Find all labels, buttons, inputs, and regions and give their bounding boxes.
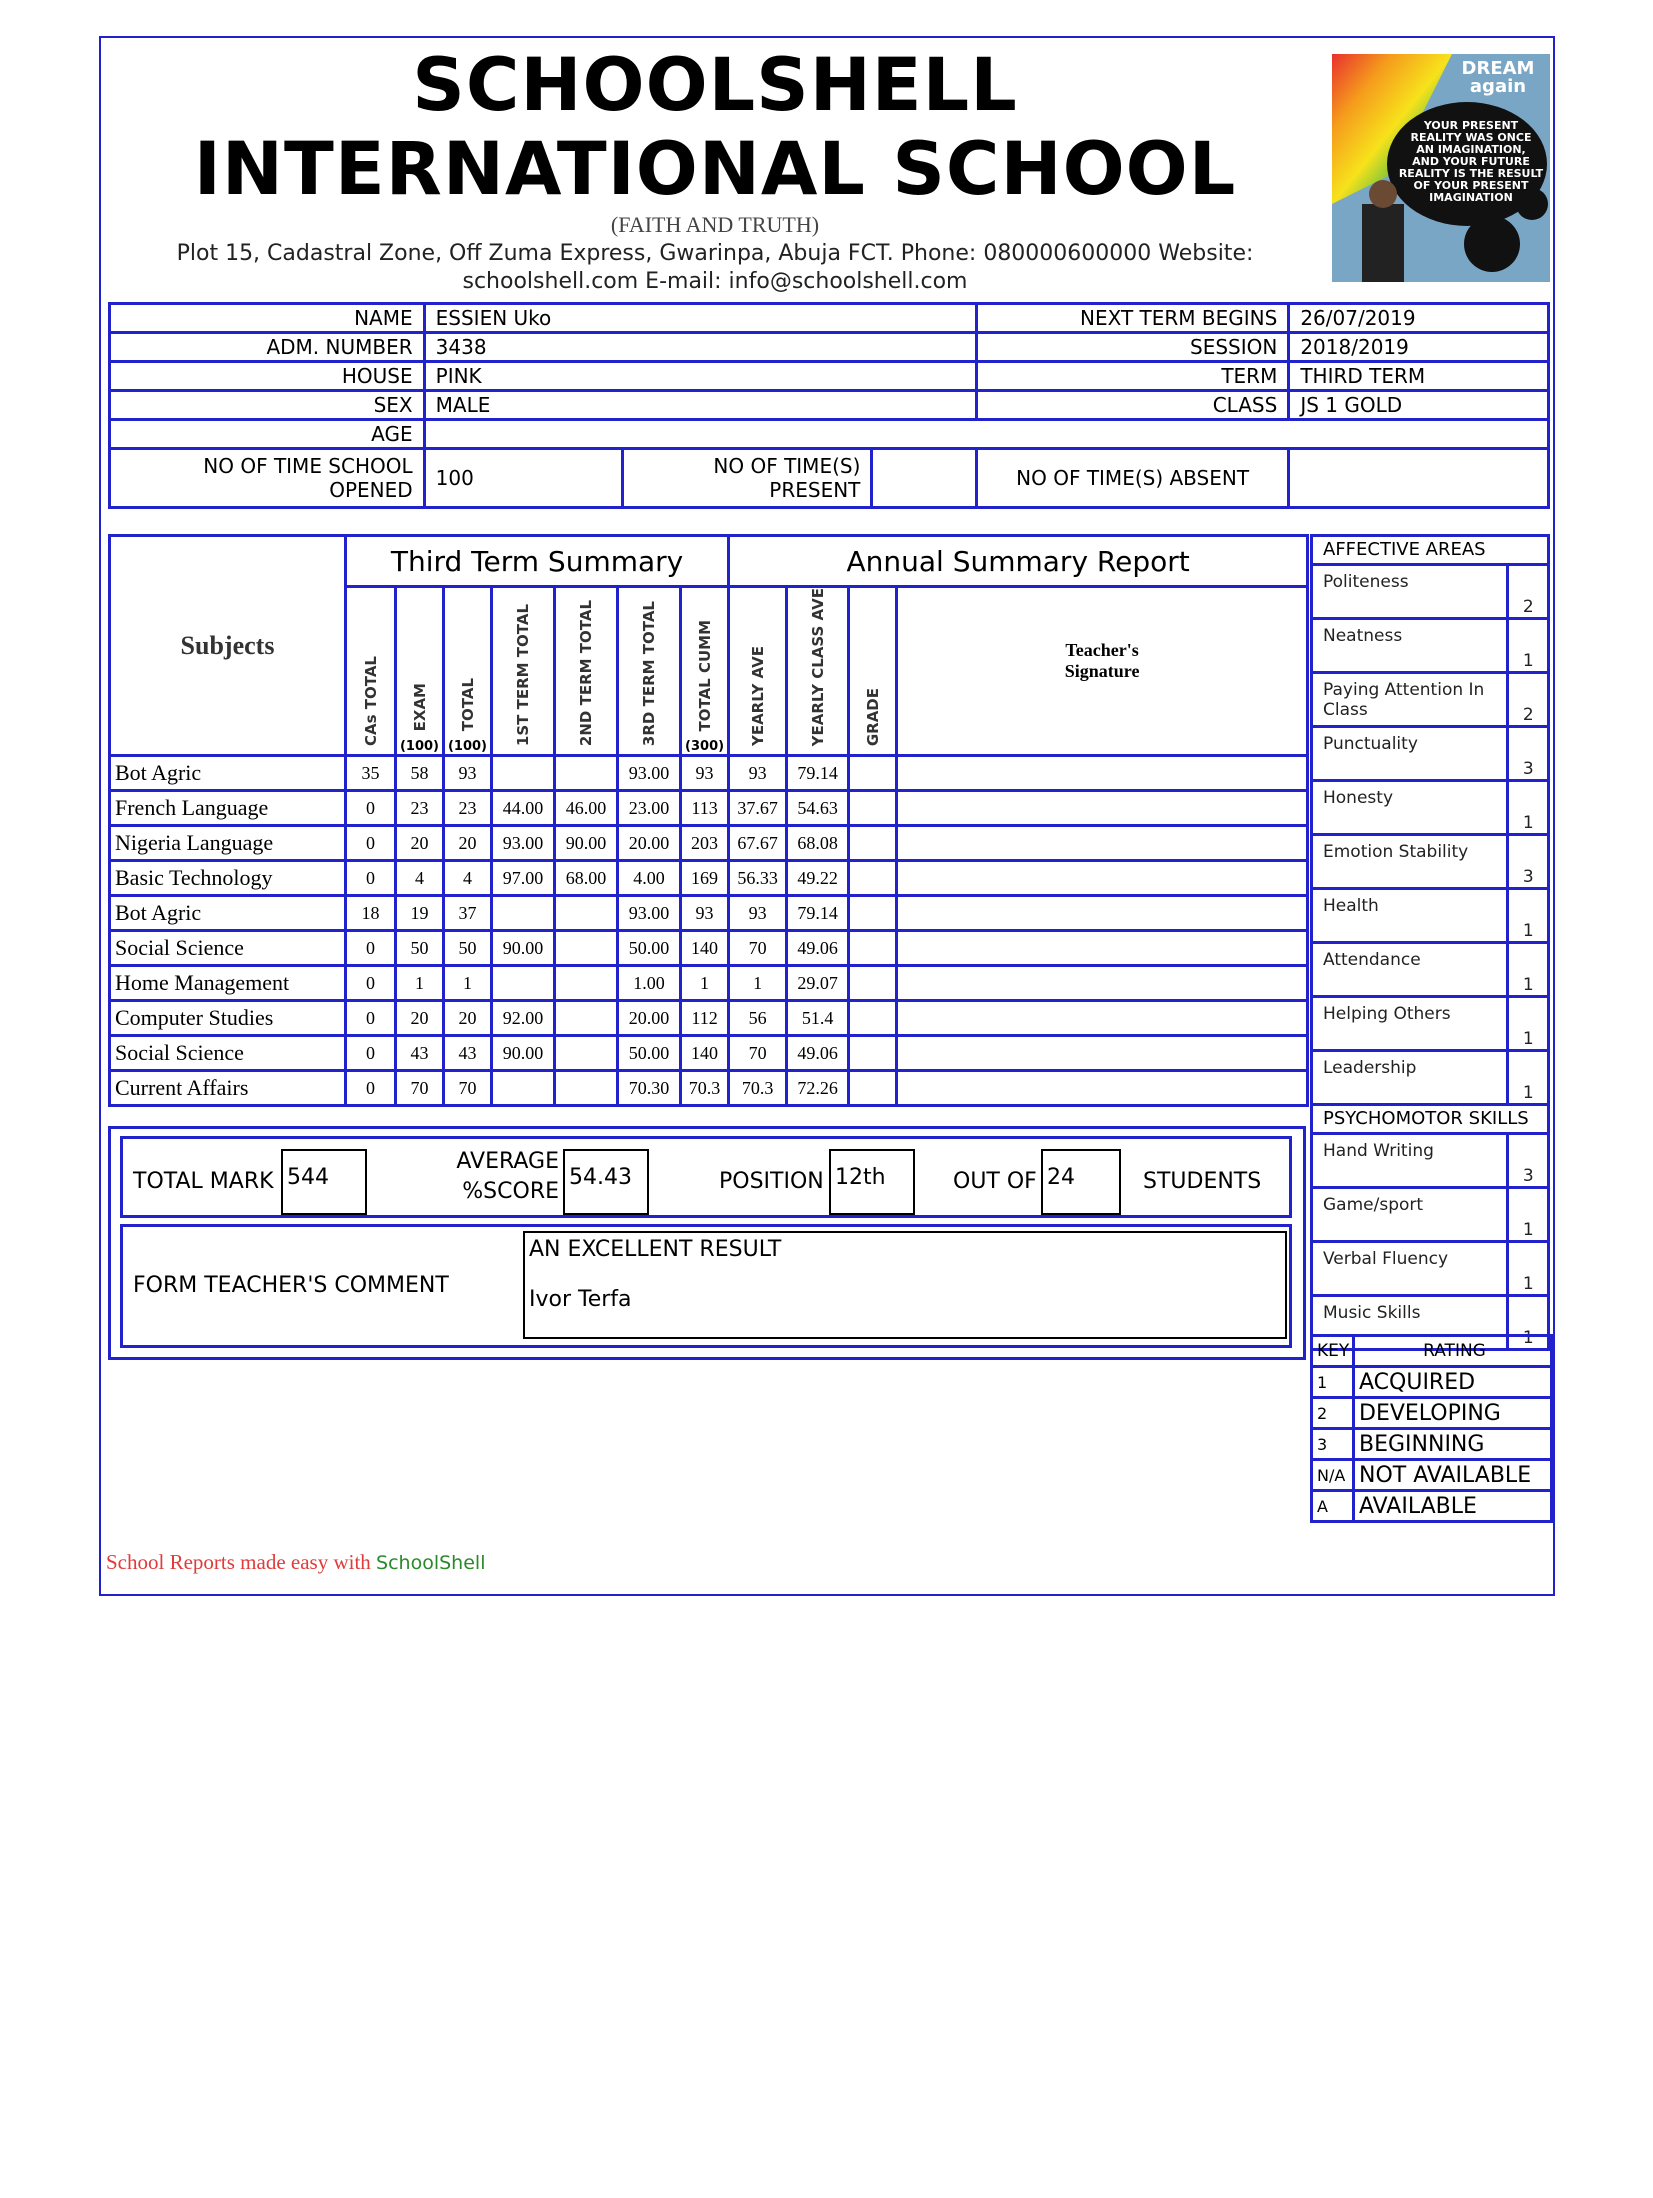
key-row — [1312, 1460, 1552, 1491]
rating-score: 1 — [1508, 997, 1549, 1051]
score-cell-t3: 20.00 — [618, 826, 681, 861]
score-cell-yave: 67.67 — [729, 826, 787, 861]
score-cell-t1 — [492, 896, 555, 931]
score-cell-grade — [849, 1071, 897, 1106]
rating-score: 1 — [1508, 1188, 1549, 1242]
logo-line: AND YOUR FUTURE — [1412, 155, 1530, 168]
col-label: TOTAL CUMM — [695, 619, 714, 732]
rating-label: Emotion Stability — [1312, 835, 1508, 889]
rating-label: Game/sport — [1312, 1188, 1508, 1242]
col-label: EXAM — [410, 683, 429, 732]
score-cell-ca: 0 — [346, 1071, 396, 1106]
key-header-row — [1312, 1336, 1552, 1367]
score-cell-ca: 0 — [346, 1001, 396, 1036]
score-cell-grade — [849, 1036, 897, 1071]
score-cell-ca: 0 — [346, 826, 396, 861]
score-cell-t3: 50.00 — [618, 1036, 681, 1071]
score-cell-yave: 56 — [729, 1001, 787, 1036]
adm-label: ADM. NUMBER — [110, 333, 425, 362]
opened-label: NO OF TIME SCHOOL OPENED — [110, 449, 425, 508]
score-cell-total: 23 — [444, 791, 492, 826]
logo-line: REALITY IS THE RESULT — [1398, 167, 1544, 180]
score-cell-t1 — [492, 756, 555, 791]
logo-line: OF YOUR PRESENT — [1413, 179, 1529, 192]
rating-score: 2 — [1508, 673, 1549, 727]
logo-line: IMAGINATION — [1429, 191, 1513, 204]
key-table — [1310, 1334, 1553, 1523]
rating-score: 1 — [1508, 889, 1549, 943]
rating-label: Politeness — [1312, 565, 1508, 619]
class-value: JS 1 GOLD — [1289, 391, 1549, 420]
score-cell-total: 1 — [444, 966, 492, 1001]
rating-score: 1 — [1508, 1296, 1549, 1350]
rating-label: Hand Writing — [1312, 1134, 1508, 1188]
subjects-header: Subjects — [110, 536, 346, 756]
score-cell-t2 — [555, 966, 618, 1001]
average-label-line: %SCORE — [462, 1179, 559, 1204]
table-row — [110, 756, 1308, 791]
score-cell-total: 4 — [444, 861, 492, 896]
score-cell-yave: 37.67 — [729, 791, 787, 826]
grades-header-row — [110, 536, 1308, 587]
comment-text: AN EXCELLENT RESULT — [529, 1237, 782, 1262]
rating-row — [1312, 1134, 1549, 1188]
col-exam — [396, 587, 444, 756]
footer-brand[interactable]: SchoolShell — [376, 1552, 486, 1574]
signature-cell — [897, 1071, 1308, 1106]
age-label: AGE — [110, 420, 425, 449]
class-label: CLASS — [976, 391, 1288, 420]
students-label: STUDENTS — [1143, 1169, 1262, 1194]
score-cell-cave: 72.26 — [787, 1071, 849, 1106]
subject-name: Nigeria Language — [110, 826, 346, 861]
score-cell-t2 — [555, 931, 618, 966]
sex-value: MALE — [424, 391, 976, 420]
col-3rd-term — [618, 587, 681, 756]
score-cell-cumm: 203 — [681, 826, 729, 861]
score-cell-t2: 90.00 — [555, 826, 618, 861]
score-cell-cumm: 113 — [681, 791, 729, 826]
info-row — [110, 449, 1549, 508]
position-label: POSITION — [719, 1169, 824, 1194]
table-row — [110, 896, 1308, 931]
absent-label: NO OF TIME(S) ABSENT — [976, 449, 1288, 508]
score-cell-yave: 70 — [729, 931, 787, 966]
subject-name: Social Science — [110, 931, 346, 966]
subject-name: French Language — [110, 791, 346, 826]
col-label: YEARLY AVE — [748, 646, 767, 747]
term-label: TERM — [976, 362, 1288, 391]
grades-table — [108, 534, 1309, 1107]
score-cell-cumm: 93 — [681, 896, 729, 931]
psychomotor-header-row — [1312, 1105, 1549, 1134]
score-cell-t2 — [555, 1001, 618, 1036]
key-code: 3 — [1312, 1429, 1354, 1460]
rating-row — [1312, 619, 1549, 673]
score-cell-t1: 44.00 — [492, 791, 555, 826]
rating-score: 2 — [1508, 565, 1549, 619]
rating-row — [1312, 1242, 1549, 1296]
score-cell-t2 — [555, 1071, 618, 1106]
score-cell-exam: 1 — [396, 966, 444, 1001]
name-label: NAME — [110, 304, 425, 333]
table-row — [110, 861, 1308, 896]
footer-text: School Reports made easy with — [106, 1550, 377, 1574]
school-motto: (FAITH AND TRUTH) — [610, 212, 820, 237]
affective-header-row — [1312, 536, 1549, 565]
grade-rows — [110, 756, 1308, 1106]
score-cell-exam: 19 — [396, 896, 444, 931]
score-cell-t3: 4.00 — [618, 861, 681, 896]
score-cell-exam: 50 — [396, 931, 444, 966]
score-cell-yave: 93 — [729, 896, 787, 931]
score-cell-yave: 70 — [729, 1036, 787, 1071]
subject-name: Home Management — [110, 966, 346, 1001]
score-cell-total: 93 — [444, 756, 492, 791]
subject-name: Current Affairs — [110, 1071, 346, 1106]
third-term-header: Third Term Summary — [346, 536, 729, 587]
ratings-table — [1310, 534, 1550, 1351]
table-row — [110, 966, 1308, 1001]
score-cell-t1: 93.00 — [492, 826, 555, 861]
col-grade — [849, 587, 897, 756]
logo-quote — [1396, 120, 1546, 204]
school-logo — [1332, 54, 1550, 282]
score-cell-t3: 70.30 — [618, 1071, 681, 1106]
present-value — [872, 449, 977, 508]
score-cell-t3: 23.00 — [618, 791, 681, 826]
score-cell-grade — [849, 966, 897, 1001]
score-cell-grade — [849, 756, 897, 791]
score-cell-cumm: 1 — [681, 966, 729, 1001]
score-cell-t2 — [555, 1036, 618, 1071]
average-value: 54.43 — [563, 1149, 649, 1215]
col-total — [444, 587, 492, 756]
subject-name: Bot Agric — [110, 756, 346, 791]
info-row — [110, 391, 1549, 420]
col-label: YEARLY CLASS AVE — [808, 588, 827, 747]
subject-name: Computer Studies — [110, 1001, 346, 1036]
rating-row — [1312, 565, 1549, 619]
col-sub: (300) — [685, 739, 725, 755]
score-cell-exam: 43 — [396, 1036, 444, 1071]
footer-credit — [106, 1550, 485, 1575]
logo-line: AN IMAGINATION, — [1416, 143, 1526, 156]
col-1st-term — [492, 587, 555, 756]
score-cell-exam: 20 — [396, 826, 444, 861]
out-of-value: 24 — [1041, 1149, 1121, 1215]
score-cell-cave: 51.4 — [787, 1001, 849, 1036]
signature-cell — [897, 966, 1308, 1001]
house-label: HOUSE — [110, 362, 425, 391]
score-cell-t1 — [492, 966, 555, 1001]
rating-score: 3 — [1508, 835, 1549, 889]
score-cell-ca: 18 — [346, 896, 396, 931]
logo-dream-text — [1452, 60, 1544, 96]
score-cell-t2 — [555, 756, 618, 791]
signature-cell — [897, 931, 1308, 966]
signature-cell — [897, 791, 1308, 826]
logo-line: again — [1469, 76, 1527, 97]
col-total-cumm — [681, 587, 729, 756]
key-meaning: DEVELOPING — [1354, 1398, 1552, 1429]
rating-label: Music Skills — [1312, 1296, 1508, 1350]
key-row — [1312, 1491, 1552, 1522]
total-mark-value: 544 — [281, 1149, 367, 1215]
table-row — [110, 826, 1308, 861]
annual-header: Annual Summary Report — [729, 536, 1308, 587]
score-cell-ca: 0 — [346, 931, 396, 966]
rating-row — [1312, 997, 1549, 1051]
key-row — [1312, 1429, 1552, 1460]
average-label-line: AVERAGE — [456, 1149, 559, 1174]
rating-row — [1312, 889, 1549, 943]
table-row — [110, 1071, 1308, 1106]
key-meaning: NOT AVAILABLE — [1354, 1460, 1552, 1491]
session-label: SESSION — [976, 333, 1288, 362]
score-cell-total: 20 — [444, 826, 492, 861]
rating-label: Honesty — [1312, 781, 1508, 835]
score-cell-total: 50 — [444, 931, 492, 966]
score-cell-cave: 68.08 — [787, 826, 849, 861]
score-cell-cumm: 169 — [681, 861, 729, 896]
score-cell-total: 20 — [444, 1001, 492, 1036]
score-cell-t2: 68.00 — [555, 861, 618, 896]
score-cell-t3: 20.00 — [618, 1001, 681, 1036]
score-cell-yave: 93 — [729, 756, 787, 791]
col-yearly-class-ave — [787, 587, 849, 756]
col-ca-total — [346, 587, 396, 756]
table-row — [110, 1036, 1308, 1071]
psychomotor-rows — [1312, 1134, 1549, 1350]
rating-label: Punctuality — [1312, 727, 1508, 781]
col-label: GRADE — [863, 688, 882, 747]
school-name: SCHOOLSHELL INTERNATIONAL SCHOOL — [193, 43, 1237, 212]
score-cell-grade — [849, 931, 897, 966]
score-cell-cumm: 93 — [681, 756, 729, 791]
signature-cell — [897, 826, 1308, 861]
score-cell-exam: 4 — [396, 861, 444, 896]
student-name: ESSIEN Uko — [424, 304, 976, 333]
key-code: 1 — [1312, 1367, 1354, 1398]
col-sub: (100) — [447, 739, 488, 755]
rating-label: Paying Attention In Class — [1312, 673, 1508, 727]
session-value: 2018/2019 — [1289, 333, 1549, 362]
table-row — [110, 791, 1308, 826]
col-label: 3RD TERM TOTAL — [640, 601, 658, 747]
info-row — [110, 420, 1549, 449]
score-summary-row — [120, 1136, 1292, 1218]
next-term-label: NEXT TERM BEGINS — [976, 304, 1288, 333]
rating-score: 1 — [1508, 619, 1549, 673]
score-cell-t1: 90.00 — [492, 1036, 555, 1071]
rating-label: Neatness — [1312, 619, 1508, 673]
rating-row — [1312, 1051, 1549, 1105]
key-meaning: AVAILABLE — [1354, 1491, 1552, 1522]
score-cell-t3: 1.00 — [618, 966, 681, 1001]
term-value: THIRD TERM — [1289, 362, 1549, 391]
score-cell-t3: 93.00 — [618, 756, 681, 791]
score-cell-total: 43 — [444, 1036, 492, 1071]
info-row — [110, 333, 1549, 362]
signature-cell — [897, 861, 1308, 896]
score-cell-t1: 92.00 — [492, 1001, 555, 1036]
score-cell-ca: 35 — [346, 756, 396, 791]
col-teacher-signature — [897, 587, 1308, 756]
form-teacher-comment-label: FORM TEACHER'S COMMENT — [133, 1273, 449, 1298]
rating-label: Verbal Fluency — [1312, 1242, 1508, 1296]
score-cell-cave: 49.22 — [787, 861, 849, 896]
score-cell-cumm: 112 — [681, 1001, 729, 1036]
score-cell-ca: 0 — [346, 791, 396, 826]
age-value — [424, 420, 1548, 449]
rating-score: 3 — [1508, 1134, 1549, 1188]
logo-line: YOUR PRESENT — [1423, 119, 1519, 132]
signature-cell — [897, 1001, 1308, 1036]
affective-rows — [1312, 565, 1549, 1105]
absent-value — [1289, 449, 1549, 508]
score-cell-yave: 1 — [729, 966, 787, 1001]
rating-score: 1 — [1508, 781, 1549, 835]
score-cell-yave: 70.3 — [729, 1071, 787, 1106]
rating-label: Health — [1312, 889, 1508, 943]
score-cell-t2: 46.00 — [555, 791, 618, 826]
col-label: 2ND TERM TOTAL — [577, 600, 595, 747]
score-cell-exam: 23 — [396, 791, 444, 826]
student-info-table — [108, 302, 1550, 509]
key-row — [1312, 1398, 1552, 1429]
affective-header: AFFECTIVE AREAS — [1312, 536, 1549, 565]
table-row — [110, 1001, 1308, 1036]
score-cell-t1 — [492, 1071, 555, 1106]
score-cell-grade — [849, 826, 897, 861]
score-cell-grade — [849, 791, 897, 826]
col-label: CAs TOTAL — [361, 656, 380, 747]
subject-name: Basic Technology — [110, 861, 346, 896]
score-cell-t3: 50.00 — [618, 931, 681, 966]
score-cell-t1: 90.00 — [492, 931, 555, 966]
comment-row — [120, 1224, 1292, 1348]
signature-label: Teacher's Signature — [1064, 640, 1140, 682]
rating-row — [1312, 781, 1549, 835]
key-code: 2 — [1312, 1398, 1354, 1429]
score-cell-cave: 29.07 — [787, 966, 849, 1001]
signature-cell — [897, 896, 1308, 931]
signature-cell — [897, 1036, 1308, 1071]
rating-score: 1 — [1508, 1051, 1549, 1105]
rating-row — [1312, 673, 1549, 727]
score-cell-exam: 70 — [396, 1071, 444, 1106]
col-2nd-term — [555, 587, 618, 756]
score-cell-cave: 79.14 — [787, 896, 849, 931]
key-meaning: BEGINNING — [1354, 1429, 1552, 1460]
comment-box — [523, 1231, 1287, 1339]
score-cell-exam: 58 — [396, 756, 444, 791]
score-cell-cumm: 140 — [681, 931, 729, 966]
key-code: N/A — [1312, 1460, 1354, 1491]
house-value: PINK — [424, 362, 976, 391]
score-cell-cave: 49.06 — [787, 931, 849, 966]
position-value: 12th — [829, 1149, 915, 1215]
rating-label: Helping Others — [1312, 997, 1508, 1051]
score-cell-t1: 97.00 — [492, 861, 555, 896]
subject-name: Bot Agric — [110, 896, 346, 931]
signature-cell — [897, 756, 1308, 791]
rating-header: RATING — [1354, 1336, 1552, 1367]
table-row — [110, 931, 1308, 966]
score-cell-ca: 0 — [346, 1036, 396, 1071]
key-rows — [1312, 1367, 1552, 1522]
opened-value: 100 — [424, 449, 622, 508]
col-sub: (100) — [399, 739, 440, 755]
score-cell-t2 — [555, 896, 618, 931]
col-label: 1ST TERM TOTAL — [514, 604, 532, 747]
rating-score: 1 — [1508, 943, 1549, 997]
key-header: KEY — [1312, 1336, 1354, 1367]
score-cell-yave: 56.33 — [729, 861, 787, 896]
score-cell-cave: 49.06 — [787, 1036, 849, 1071]
key-code: A — [1312, 1491, 1354, 1522]
rating-row — [1312, 835, 1549, 889]
total-mark-label: TOTAL MARK — [133, 1169, 274, 1194]
rating-score: 1 — [1508, 1242, 1549, 1296]
logo-line: DREAM — [1461, 58, 1535, 79]
score-cell-exam: 20 — [396, 1001, 444, 1036]
score-cell-cumm: 70.3 — [681, 1071, 729, 1106]
rating-score: 3 — [1508, 727, 1549, 781]
psychomotor-header: PSYCHOMOTOR SKILLS — [1312, 1105, 1549, 1134]
rating-label: Attendance — [1312, 943, 1508, 997]
adm-number: 3438 — [424, 333, 976, 362]
sex-label: SEX — [110, 391, 425, 420]
score-cell-t3: 93.00 — [618, 896, 681, 931]
rating-row — [1312, 727, 1549, 781]
rating-row — [1312, 943, 1549, 997]
info-row — [110, 304, 1549, 333]
score-cell-ca: 0 — [346, 966, 396, 1001]
present-label: NO OF TIME(S) PRESENT — [622, 449, 872, 508]
key-meaning: ACQUIRED — [1354, 1367, 1552, 1398]
col-yearly-ave — [729, 587, 787, 756]
logo-line: REALITY WAS ONCE — [1410, 131, 1532, 144]
score-cell-cave: 54.63 — [787, 791, 849, 826]
teacher-name: Ivor Terfa — [529, 1287, 632, 1312]
score-cell-cumm: 140 — [681, 1036, 729, 1071]
next-term-value: 26/07/2019 — [1289, 304, 1549, 333]
col-label: TOTAL — [458, 678, 477, 732]
school-address: Plot 15, Cadastral Zone, Off Zuma Express, Gwarinpa, Abuja FCT. Phone: 080000600000 Website: schoolshell.com E-mail: info@schoolshell.com — [176, 241, 1254, 294]
average-label — [451, 1147, 559, 1207]
score-cell-total: 70 — [444, 1071, 492, 1106]
key-row — [1312, 1367, 1552, 1398]
rating-row — [1312, 1188, 1549, 1242]
out-of-label: OUT OF — [953, 1169, 1037, 1194]
score-cell-grade — [849, 896, 897, 931]
subject-name: Social Science — [110, 1036, 346, 1071]
score-cell-grade — [849, 1001, 897, 1036]
score-cell-grade — [849, 861, 897, 896]
rating-label: Leadership — [1312, 1051, 1508, 1105]
score-cell-cave: 79.14 — [787, 756, 849, 791]
info-row — [110, 362, 1549, 391]
score-cell-ca: 0 — [346, 861, 396, 896]
score-cell-total: 37 — [444, 896, 492, 931]
